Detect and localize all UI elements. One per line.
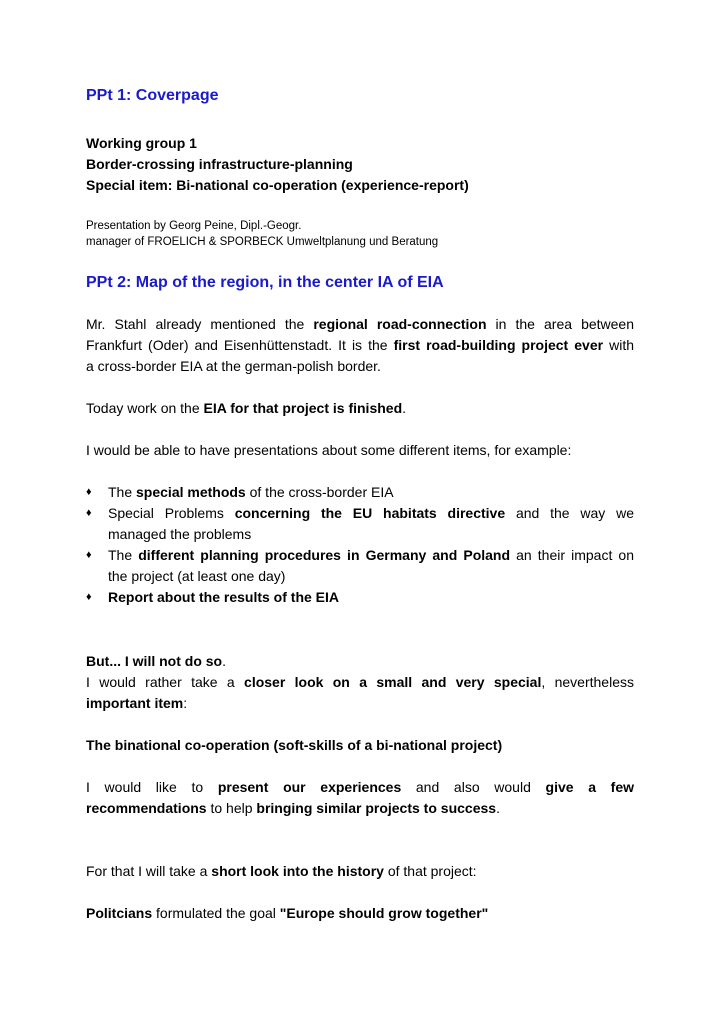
- binational-line: The binational co-operation (soft-skills of a bi-national project): [86, 737, 503, 753]
- diamond-bullet-icon: ♦: [86, 486, 92, 498]
- working-group-line: Working group 1: [86, 135, 197, 151]
- intro-line-2: Frankfurt (Oder) and Eisenhüttenstadt. It is the first road-building project ever with: [86, 337, 634, 353]
- presentations-intro-line: I would be able to have presentations about some different items, for example:: [86, 442, 572, 458]
- intro-line-1: Mr. Stahl already mentioned the regional road-connection in the area between: [86, 316, 635, 332]
- but-line: But... I will not do so.: [86, 653, 226, 669]
- like-line-2: recommendations to help bringing similar projects to success.: [86, 800, 500, 816]
- planning-line: Border-crossing infrastructure-planning: [86, 156, 353, 172]
- bullet-text: The special methods of the cross-border EIA: [108, 484, 394, 500]
- bullet-text: Report about the results of the EIA: [108, 589, 340, 605]
- presenter-line: Presentation by Georg Peine, Dipl.-Geogr.: [86, 220, 302, 232]
- bullet-text-continued: the project (at least one day): [108, 568, 286, 584]
- ppt1-heading: PPt 1: Coverpage: [86, 87, 219, 104]
- ppt2-heading: PPt 2: Map of the region, in the center IA of EIA: [86, 274, 444, 291]
- intro-line-3: a cross-border EIA at the german-polish border.: [86, 358, 381, 374]
- bullet-text-continued: managed the problems: [108, 526, 252, 542]
- bullet-text: Special Problems concerning the EU habitats directive and the way we: [108, 505, 635, 521]
- like-line-1: I would like to present our experiences and also would give a few: [86, 779, 635, 795]
- rather-line-1: I would rather take a closer look on a small and very special, nevertheless: [86, 674, 634, 690]
- bullet-text: The different planning procedures in Germany and Poland an their impact on: [108, 547, 635, 563]
- diamond-bullet-icon: ♦: [86, 549, 92, 561]
- diamond-bullet-icon: ♦: [86, 507, 92, 519]
- manager-line: manager of FROELICH & SPORBECK Umweltplanung und Beratung: [86, 236, 439, 248]
- special-item-line: Special item: Bi-national co-operation (experience-report): [86, 177, 469, 193]
- today-line: Today work on the EIA for that project is finished.: [86, 400, 407, 416]
- rather-line-2: important item:: [86, 695, 188, 711]
- politicians-line: Politcians formulated the goal "Europe should grow together": [86, 905, 489, 921]
- diamond-bullet-icon: ♦: [86, 591, 92, 603]
- history-line: For that I will take a short look into the history of that project:: [86, 863, 477, 879]
